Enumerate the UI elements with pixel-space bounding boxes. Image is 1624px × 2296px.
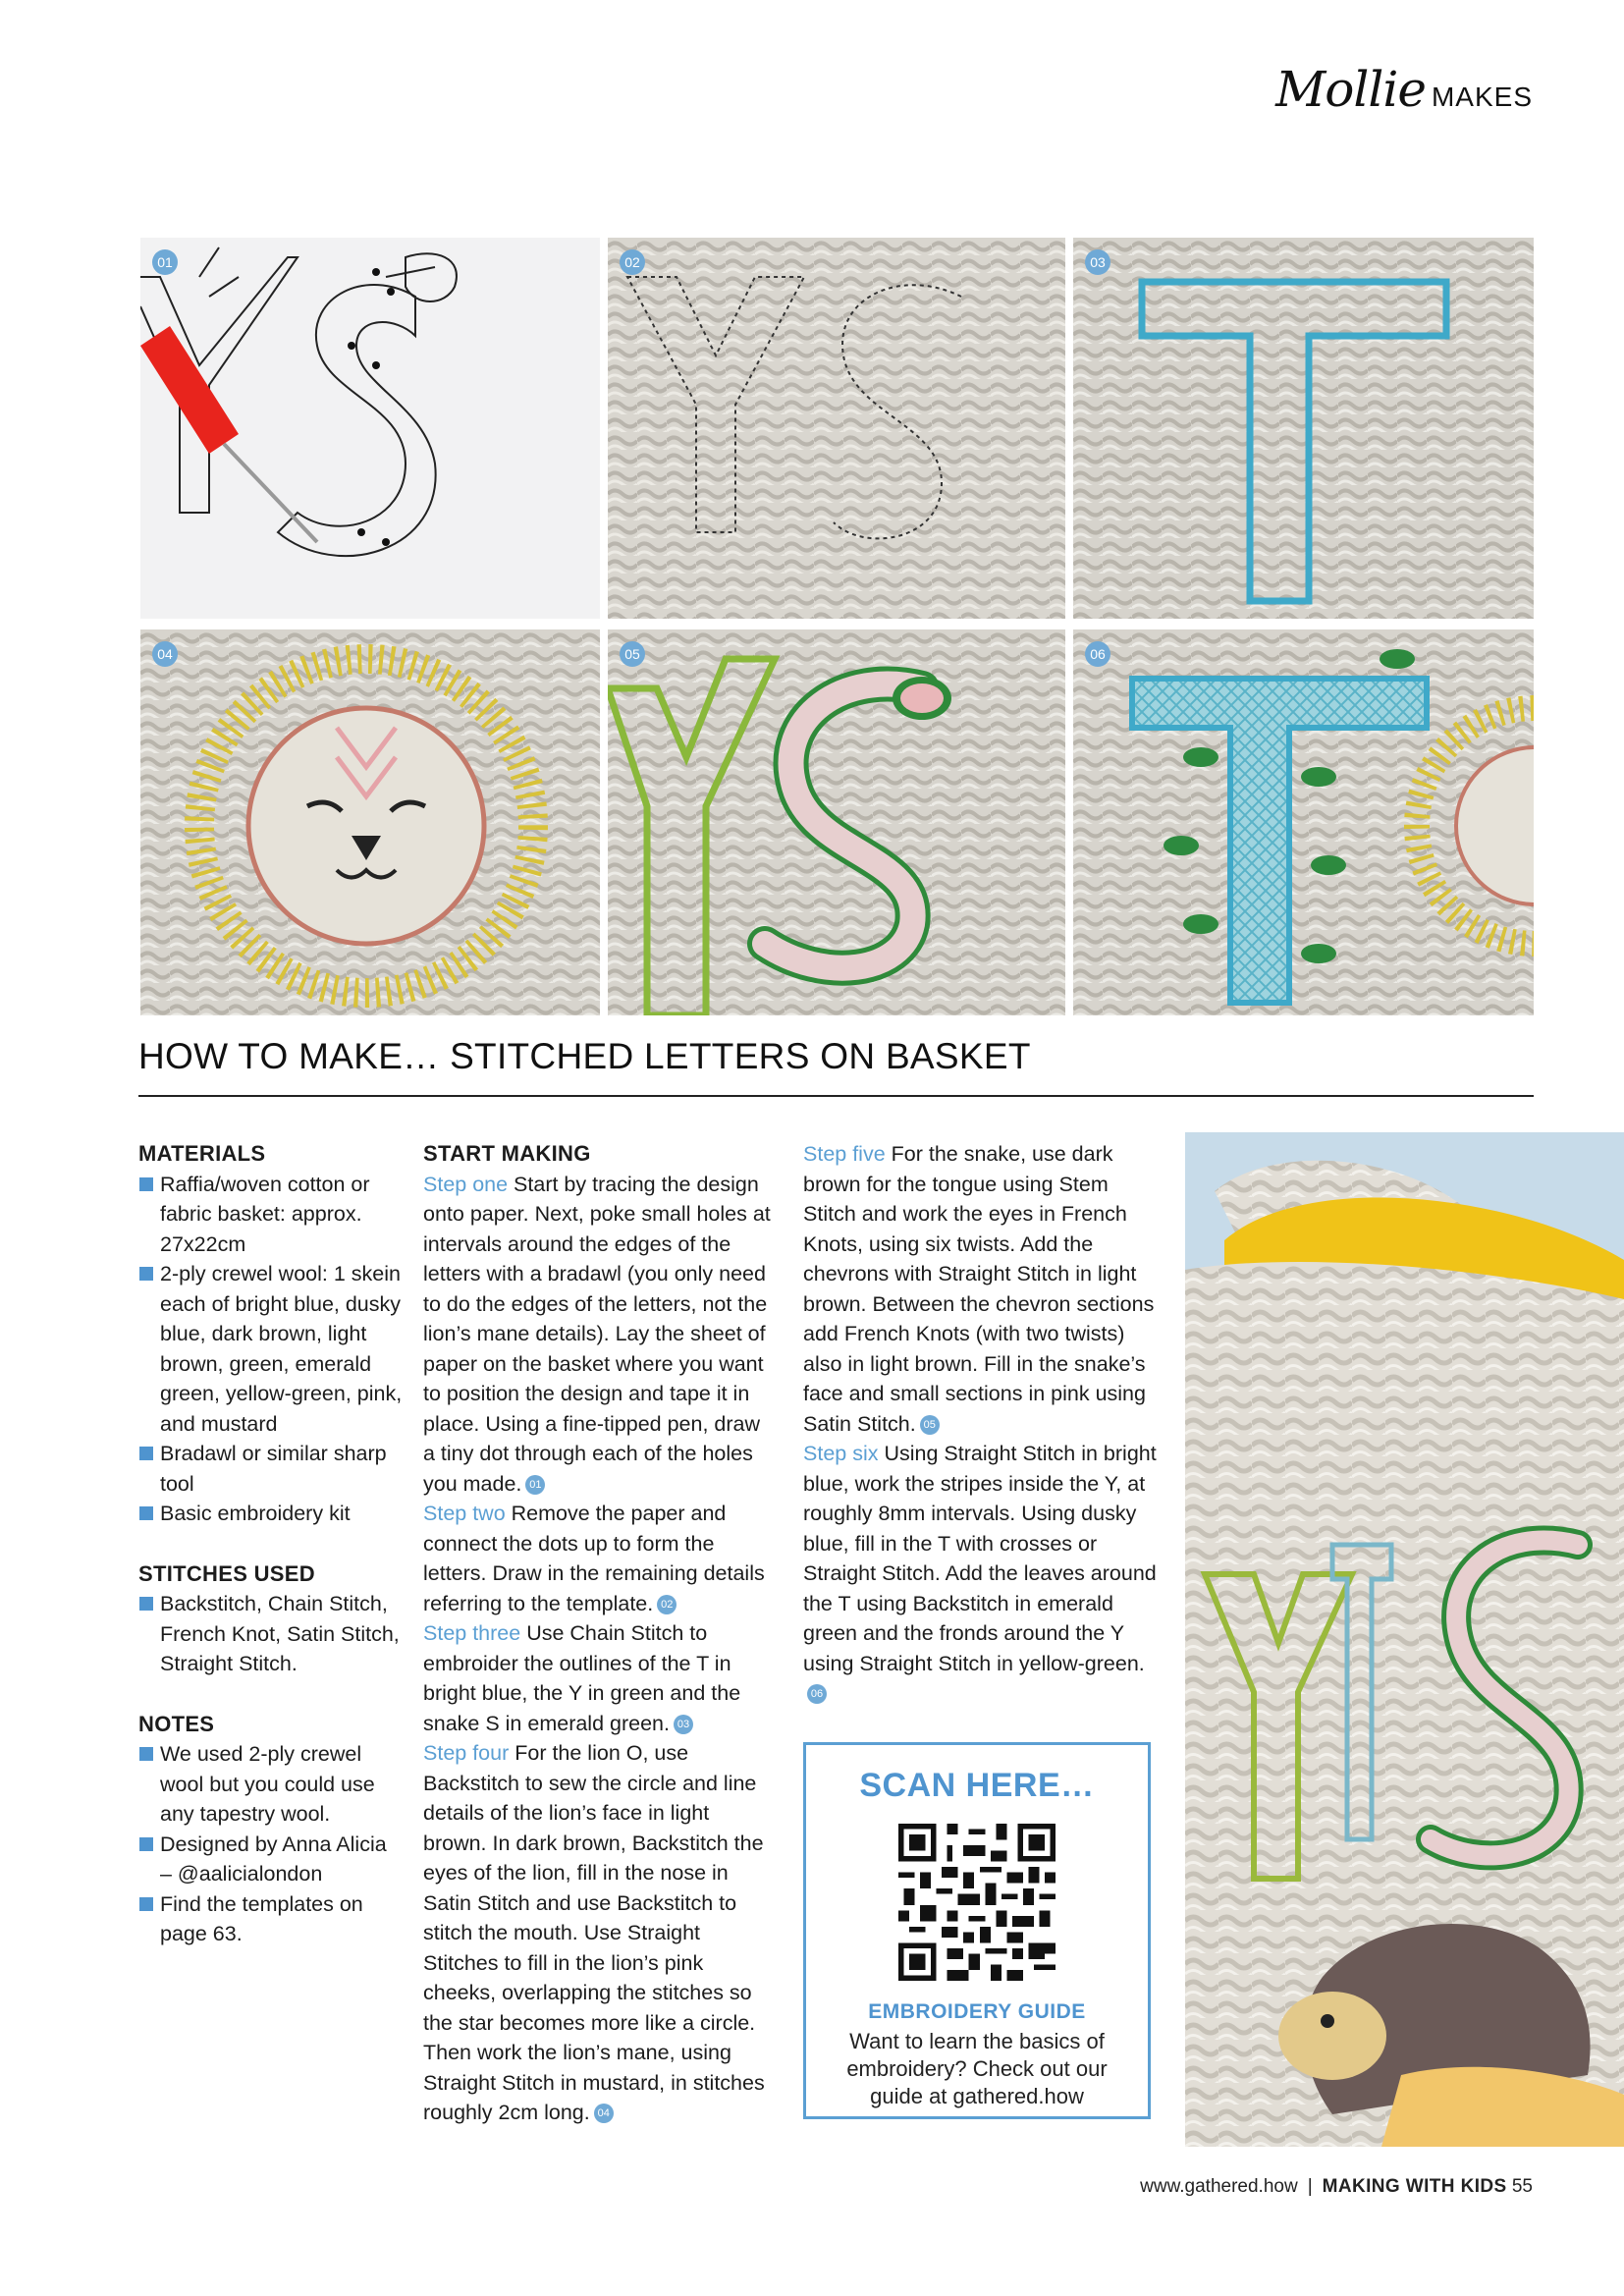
materials-list	[138, 1170, 404, 1529]
step-text: Use Chain Stitch to embroider the outlines of the T in bright blue, the Y in green and the snake S in emerald green.	[423, 1621, 741, 1735]
basket-photo	[1185, 1132, 1624, 2147]
step-ref-badge: 02	[657, 1595, 677, 1614]
brand-script: Mollie	[1275, 61, 1426, 118]
list-item: Designed by Anna Alicia – @aalicialondon	[138, 1830, 404, 1889]
step-five	[803, 1139, 1157, 1439]
step-three	[423, 1618, 777, 1738]
heading-divider	[138, 1095, 1534, 1097]
photo-step-03	[1073, 238, 1534, 619]
list-item: Basic embroidery kit	[138, 1499, 404, 1529]
column-start-making	[423, 1139, 777, 2128]
step-two	[423, 1499, 777, 1618]
materials-title: MATERIALS	[138, 1141, 266, 1166]
step-ref-badge: 04	[594, 2104, 614, 2123]
column-materials	[138, 1139, 404, 1949]
footer-site: www.gathered.how	[1140, 2176, 1298, 2197]
guide-title: EMBROIDERY GUIDE	[868, 2000, 1086, 2023]
step-text: For the lion O, use Backstitch to sew the circle and line details of the lion’s face in light brown. In dark brown, Backstitch the eyes of the lion, fill in the nose in Satin Stitch and use Backstitch to stitch the mouth. Use Straight Stitches to fill in the lion’s pink cheeks, overlapping the stitches so the star becomes more like a circle. Then work the lion’s mane, using Straight Stitch in mustard, in stitches roughly 2cm long.	[423, 1741, 765, 2124]
brand-logo	[1275, 61, 1533, 118]
scan-title: SCAN HERE…	[859, 1767, 1095, 1804]
step-label: Step five	[803, 1142, 886, 1166]
photo-step-02	[608, 238, 1065, 619]
qr-code-icon[interactable]	[898, 1824, 1056, 1981]
photo-badge: 01	[152, 249, 178, 275]
step-label: Step two	[423, 1502, 506, 1525]
footer-separator: |	[1307, 2176, 1313, 2197]
list-item: Bradawl or similar sharp tool	[138, 1439, 404, 1499]
step-ref-badge: 03	[674, 1715, 693, 1734]
photo-step-04	[140, 629, 600, 1015]
photo-badge: 03	[1085, 249, 1110, 275]
brand-makes: MAKES	[1431, 82, 1533, 112]
page-heading: HOW TO MAKE… STITCHED LETTERS ON BASKET	[138, 1036, 1031, 1076]
photo-step-05	[608, 629, 1065, 1015]
step-ref-badge: 06	[807, 1684, 827, 1704]
page-number: 55	[1511, 2176, 1533, 2197]
step-ref-badge: 01	[525, 1475, 545, 1495]
photo-badge: 02	[620, 249, 645, 275]
footer-section: MAKING WITH KIDS	[1322, 2176, 1507, 2197]
step-six	[803, 1439, 1157, 1709]
notes-list	[138, 1739, 404, 1949]
step-label: Step four	[423, 1741, 510, 1765]
step-one	[423, 1170, 777, 1500]
step-label: Step one	[423, 1172, 509, 1196]
step-text: Using Straight Stitch in bright blue, work the stripes inside the Y, at roughly 8mm intervals. Using dusky blue, fill in the T with crosses or Straight Stitch. Add the leaves around the T using Backstitch in emerald green and the fronds around the Y using Straight Stitch in yellow-green.	[803, 1442, 1157, 1675]
page-footer	[1140, 2176, 1533, 2198]
column-steps-continued	[803, 1139, 1157, 1709]
stitches-title: STITCHES USED	[138, 1560, 315, 1586]
photo-badge: 04	[152, 641, 178, 667]
list-item: We used 2-ply crewel wool but you could use any tapestry wool.	[138, 1739, 404, 1830]
scan-box	[803, 1742, 1151, 2119]
step-label: Step three	[423, 1621, 521, 1645]
guide-text: Want to learn the basics of embroidery? Check out our guide at gathered.how	[846, 2029, 1108, 2108]
notes-title: NOTES	[138, 1711, 215, 1736]
photo-step-01	[140, 238, 600, 619]
photo-badge: 05	[620, 641, 645, 667]
step-text: Remove the paper and connect the dots up to form the letters. Draw in the remaining details referring to the template.	[423, 1502, 765, 1615]
list-item: Raffia/woven cotton or fabric basket: approx. 27x22cm	[138, 1170, 404, 1260]
step-label: Step six	[803, 1442, 879, 1465]
list-item: 2-ply crewel wool: 1 skein each of bright blue, dusky blue, dark brown, light brown, green, emerald green, yellow-green, pink, and mustard	[138, 1259, 404, 1439]
step-four	[423, 1738, 777, 2128]
step-ref-badge: 05	[920, 1415, 940, 1435]
list-item: Find the templates on page 63.	[138, 1889, 404, 1949]
list-item: Backstitch, Chain Stitch, French Knot, Satin Stitch, Straight Stitch.	[138, 1589, 404, 1679]
photo-badge: 06	[1085, 641, 1110, 667]
step-text: Start by tracing the design onto paper. Next, poke small holes at intervals around the edges of the letters with a bradawl (you only need to do the edges of the letters, not the lion’s mane details). Lay the sheet of paper on the basket where you want to position the design and tape it in place. Using a fine-tipped pen, draw a tiny dot through each of the holes you made.	[423, 1172, 771, 1496]
step-text: For the snake, use dark brown for the tongue using Stem Stitch and work the eyes in French Knots, using six twists. Add the chevrons with Straight Stitch in light brown. Between the chevron sections add French Knots (with two twists) also in light brown. Fill in the snake’s face and small sections in pink using Satin Stitch.	[803, 1142, 1155, 1436]
photo-step-06	[1073, 629, 1534, 1015]
stitches-list	[138, 1589, 404, 1679]
start-title: START MAKING	[423, 1141, 591, 1166]
